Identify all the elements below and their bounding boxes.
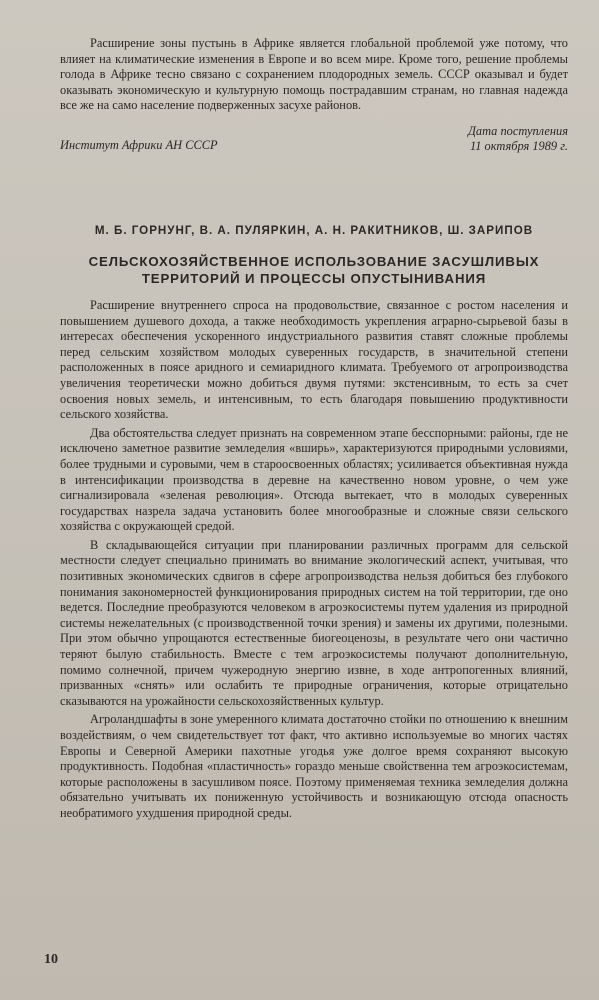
page-number: 10	[44, 952, 58, 967]
article-paragraph-1: Расширение внутреннего спроса на продовольствие, связанное с ростом населения и повышением душевого дохода, а также необходимость укрепления аграрно-сырьевой базы в интересах обеспечения ускоренного индустриального развития ставят сложные проблемы перед сельским хозяйством молодых суверенных государств, в значительной степени расположенных в поясе аридного и семиаридного климата. Требуемого от агропроизводства увеличения теоретически можно добиться двумя путями: экстенсивным, то есть за счет освоения новых земель, и интенсивным, то есть благодаря повышению продуктивности сельского хозяйства.	[60, 297, 568, 422]
article-paragraph-2: Два обстоятельства следует признать на современном этапе бесспорными: районы, где не исключено заметное развитие земледелия «вширь», характеризуются природными условиями, более трудными и суровыми, чем в староосвоенных областях; усиливается объективная нужда в интенсификации производства в деревне на качественно новом уровне, о чем уже сигнализировала «зеленая революция». Отсюда вытекает, что в молодых суверенных государствах назрела задача установить более многообразные и сложные связи сельского хозяйства с окружающей средой.	[60, 425, 568, 534]
page-content	[60, 36, 568, 822]
received-date-block	[468, 124, 568, 154]
previous-article-footer	[60, 124, 568, 154]
article-authors: М. Б. ГОРНУНГ, В. А. ПУЛЯРКИН, А. Н. РАКИТНИКОВ, Ш. ЗАРИПОВ	[94, 223, 534, 237]
article-paragraph-4: Агроландшафты в зоне умеренного климата достаточно стойки по отношению к внешним воздействиям, о чем свидетельствует тот факт, что активно используемые во многих частях Европы и Северной Америки пахотные угодья уже долгое время сохраняют высокую продуктивность. Подобная «пластичность» гораздо меньше свойственна тем агроэкосистемам, которые расположены в засушливом поясе. Поэтому применяемая техника земледелия должна обязательно учитывать их пониженную устойчивость и возникающую отсюда опасность необратимого ухудшения природной среды.	[60, 712, 568, 820]
article-title-line-2: ТЕРРИТОРИЙ И ПРОЦЕССЫ ОПУСТЫНИВАНИЯ	[141, 270, 487, 286]
article-paragraph-3: В складывающейся ситуации при планировании различных программ для сельской местности следует специально принимать во внимание экологический аспект, учитывая, что позитивных экономических сдвигов в сфере агропроизводства нельзя добиться без глубокого понимания закономерностей функционирования природных систем на той территории, где оно ведется. Последние преобразуются человеком в агроэкосистемы путем удаления из природной системы нежелательных (с производственной точки зрения) и замены их другими, полезными. При этом обычно упрощаются естественные биогеоценозы, в результате чего они частично теряют былую стабильность. Вместе с тем агроэкосистемы получают дополнительную, помимо солнечной, причем чужеродную энергию извне, в ходе антропогенных влияний, призванных «снять» или ослабить те природные ограничения, которые отрицательно сказываются на урожайности сельскохозяйственных культур.	[60, 537, 568, 708]
author-affiliation: Институт Африки АН СССР	[60, 137, 218, 152]
article-title	[60, 253, 568, 287]
previous-article-closing-paragraph: Расширение зоны пустынь в Африке является глобальной проблемой уже потому, что влияет на климатические изменения в Европе и во всем мире. Кроме того, решение проблемы голода в Африке тесно связано с сохранением плодородных земель. СССР оказывал и будет оказывать экономическую и культурную помощь пострадавшим странам, но главная надежда все же на само население подверженных засухе районов.	[60, 36, 568, 113]
received-date-value: 11 октября 1989 г.	[469, 138, 568, 153]
article-title-line-1: СЕЛЬСКОХОЗЯЙСТВЕННОЕ ИСПОЛЬЗОВАНИЕ ЗАСУШЛИВЫХ	[88, 253, 540, 269]
received-date-label: Дата поступления	[467, 123, 568, 138]
